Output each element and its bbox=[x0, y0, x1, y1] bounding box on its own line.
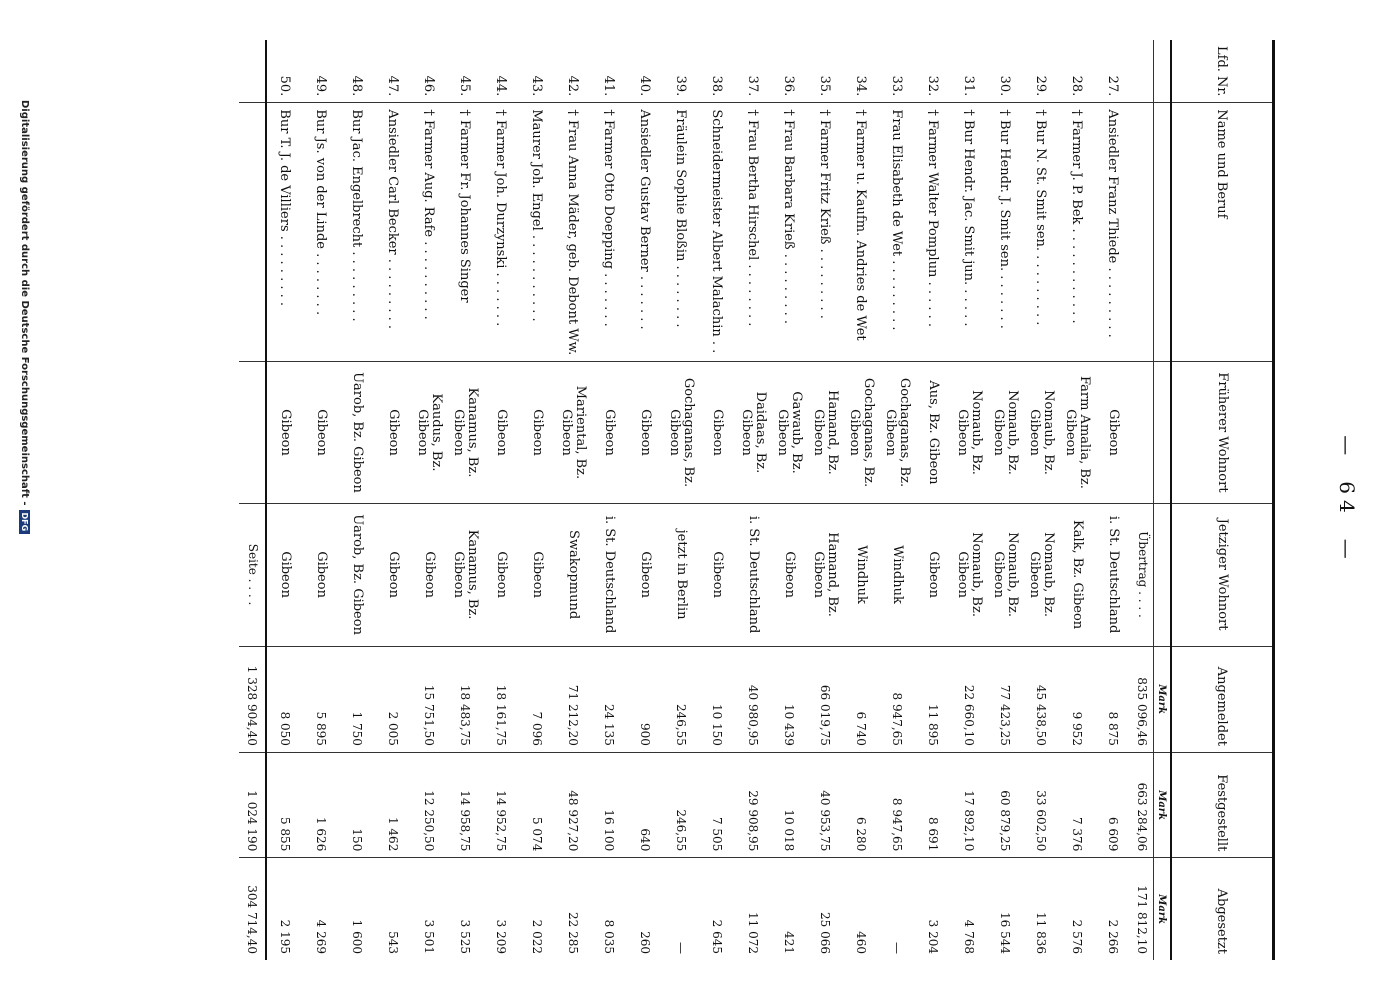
row-curr-residence: Windhuk bbox=[879, 503, 915, 646]
row-name: Ansiedler Franz Thiede . . . . . . . . . bbox=[1095, 103, 1131, 362]
table-row bbox=[375, 40, 411, 960]
header-ceded: Abgesetzt bbox=[1171, 858, 1274, 960]
row-determined: 17 892,10 bbox=[951, 752, 987, 857]
row-prev-residence: Gibeon bbox=[591, 362, 627, 503]
row-determined: 33 602,50 bbox=[1023, 752, 1059, 857]
row-curr-residence: Nomaub, Bz. Gibeon bbox=[1023, 503, 1059, 646]
row-number: 42. bbox=[565, 75, 581, 97]
row-assets: 66 019,75 bbox=[807, 646, 843, 752]
row-curr-residence: Nomaub, Bz. Gibeon bbox=[951, 503, 987, 646]
row-curr-residence: Nomaub, Bz. Gibeon bbox=[987, 503, 1023, 646]
table-row bbox=[447, 40, 483, 960]
row-determined: 1 462 bbox=[375, 752, 411, 857]
table-row bbox=[915, 40, 951, 960]
row-number: 47. bbox=[385, 75, 401, 97]
row-prev-residence: Gibeon bbox=[627, 362, 663, 503]
row-ceded: 4 768 bbox=[951, 858, 987, 960]
row-prev-residence: Gibeon bbox=[375, 362, 411, 503]
row-prev-residence: Daidaas, Bz. Gibeon bbox=[735, 362, 771, 503]
row-prev-residence: Gawaub, Bz. Gibeon bbox=[771, 362, 807, 503]
table-row bbox=[303, 40, 339, 960]
row-number: 49. bbox=[313, 75, 329, 97]
carry-determined: 663 284,06 bbox=[1131, 752, 1154, 857]
row-determined: 150 bbox=[339, 752, 375, 857]
row-number: 48. bbox=[349, 75, 365, 97]
row-assets: 18 161,75 bbox=[483, 646, 519, 752]
row-determined: 14 958,75 bbox=[447, 752, 483, 857]
row-ceded: 2 195 bbox=[266, 858, 303, 960]
row-ceded: 22 285 bbox=[555, 858, 591, 960]
table-row bbox=[591, 40, 627, 960]
row-number: 36. bbox=[781, 75, 797, 97]
row-curr-residence: Uarob, Bz. Gibeon bbox=[339, 503, 375, 646]
header-assets: Angemeldet bbox=[1171, 646, 1274, 752]
row-name: Ansiedler Carl Becker . . . . . . . . . bbox=[375, 103, 411, 362]
row-assets: 15 751,50 bbox=[411, 646, 447, 752]
row-determined: 48 927,20 bbox=[555, 752, 591, 857]
table-row bbox=[519, 40, 555, 960]
dfg-logo: DFG bbox=[19, 510, 30, 535]
table-row bbox=[266, 40, 303, 960]
row-prev-residence: Farm Amalia, Bz. Gibeon bbox=[1059, 362, 1095, 503]
row-ceded: — bbox=[663, 858, 699, 960]
row-curr-residence: Gibeon bbox=[627, 503, 663, 646]
row-determined: 10 018 bbox=[771, 752, 807, 857]
sum-label: Seite . . . . bbox=[239, 503, 266, 646]
row-ceded: 4 269 bbox=[303, 858, 339, 960]
row-determined: 40 953,75 bbox=[807, 752, 843, 857]
table-row bbox=[555, 40, 591, 960]
row-determined: 5 855 bbox=[266, 752, 303, 857]
table-row bbox=[843, 40, 879, 960]
row-prev-residence: Nomaub, Bz. Gibeon bbox=[987, 362, 1023, 503]
page-number-value: 64 bbox=[1335, 481, 1359, 519]
sum-determined: 1 024 190 bbox=[239, 752, 266, 857]
row-assets: 8 875 bbox=[1095, 646, 1131, 752]
row-number: 28. bbox=[1069, 75, 1085, 97]
row-assets: 18 483,75 bbox=[447, 646, 483, 752]
row-name: Bur Js. von der Linde . . . . . . . . bbox=[303, 103, 339, 362]
table-header-row bbox=[1171, 40, 1274, 960]
row-assets: 8 947,65 bbox=[879, 646, 915, 752]
table-row bbox=[627, 40, 663, 960]
row-prev-residence: Gibeon bbox=[483, 362, 519, 503]
table-row bbox=[1095, 40, 1131, 960]
row-curr-residence: Gibeon bbox=[771, 503, 807, 646]
header-determined: Festgestellt bbox=[1171, 752, 1274, 857]
row-assets: 2 005 bbox=[375, 646, 411, 752]
row-curr-residence: Gibeon bbox=[266, 503, 303, 646]
row-name: † Bur Hendr. Jac. Smit jun. . . . . . bbox=[951, 103, 987, 362]
row-number: 41. bbox=[601, 75, 617, 97]
row-assets: 40 980,95 bbox=[735, 646, 771, 752]
row-number: 29. bbox=[1033, 75, 1049, 97]
units-row bbox=[1154, 40, 1172, 960]
row-number: 38. bbox=[709, 75, 725, 97]
row-name: † Farmer J. P. Bek . . . . . . . . . . . . bbox=[1059, 103, 1095, 362]
digitization-credit bbox=[19, 100, 30, 930]
compensation-table bbox=[239, 40, 1275, 960]
row-curr-residence: Windhuk bbox=[843, 503, 879, 646]
row-assets: 10 439 bbox=[771, 646, 807, 752]
row-determined: 14 952,75 bbox=[483, 752, 519, 857]
table-row bbox=[483, 40, 519, 960]
row-curr-residence: Gibeon bbox=[375, 503, 411, 646]
row-determined: 5 074 bbox=[519, 752, 555, 857]
row-number: 40. bbox=[637, 75, 653, 97]
row-prev-residence: Hamand, Bz. Gibeon bbox=[807, 362, 843, 503]
row-name: † Farmer Walter Pomplun . . . . . . bbox=[915, 103, 951, 362]
row-number: 27. bbox=[1105, 75, 1121, 97]
row-name: † Farmer Fr. Johannes Singer bbox=[447, 103, 483, 362]
header-name: Name und Beruf bbox=[1171, 103, 1274, 362]
row-number: 37. bbox=[745, 75, 761, 97]
table-row bbox=[1023, 40, 1059, 960]
row-ceded: 3 501 bbox=[411, 858, 447, 960]
header-prev-residence: Früherer Wohnort bbox=[1171, 362, 1274, 503]
row-ceded: 11 836 bbox=[1023, 858, 1059, 960]
row-name: Bur Jac. Engelbrecht . . . . . . . . . bbox=[339, 103, 375, 362]
table-row bbox=[771, 40, 807, 960]
row-assets: 22 660,10 bbox=[951, 646, 987, 752]
row-name: Fräulein Sophie Bloßin . . . . . . . . bbox=[663, 103, 699, 362]
row-ceded: 3 209 bbox=[483, 858, 519, 960]
row-curr-residence: Kanamus, Bz. Gibeon bbox=[447, 503, 483, 646]
row-number: 31. bbox=[961, 75, 977, 97]
row-prev-residence: Uarob, Bz. Gibeon bbox=[339, 362, 375, 503]
table-row bbox=[339, 40, 375, 960]
row-determined: 29 908,95 bbox=[735, 752, 771, 857]
page-sum-row bbox=[239, 40, 266, 960]
row-number: 33. bbox=[889, 75, 905, 97]
row-curr-residence: Gibeon bbox=[519, 503, 555, 646]
row-curr-residence: Gibeon bbox=[483, 503, 519, 646]
row-name: Ansiedler Gustav Berner . . . . . . . bbox=[627, 103, 663, 362]
row-assets: 6 740 bbox=[843, 646, 879, 752]
row-number: 39. bbox=[673, 75, 689, 97]
row-name: † Frau Barbara Krieß . . . . . . . . . bbox=[771, 103, 807, 362]
row-name: † Frau Anna Mäder, geb. Debont Ww. bbox=[555, 103, 591, 362]
row-determined: 6 280 bbox=[843, 752, 879, 857]
row-ceded: 2 576 bbox=[1059, 858, 1095, 960]
row-assets: 1 750 bbox=[339, 646, 375, 752]
row-name: † Bur Hendr. J. Smit sen. . . . . . . . bbox=[987, 103, 1023, 362]
row-assets: 24 135 bbox=[591, 646, 627, 752]
table-row bbox=[735, 40, 771, 960]
row-determined: 16 100 bbox=[591, 752, 627, 857]
row-curr-residence: Hamand, Bz. Gibeon bbox=[807, 503, 843, 646]
row-curr-residence: Gibeon bbox=[411, 503, 447, 646]
header-number: Lfd. Nr. bbox=[1171, 40, 1274, 103]
row-prev-residence: Gochaganas, Bz. Gibeon bbox=[843, 362, 879, 503]
sum-ceded: 304 714,40 bbox=[239, 858, 266, 960]
row-number: 43. bbox=[529, 75, 545, 97]
row-curr-residence: i. St. Deutschland bbox=[591, 503, 627, 646]
carry-label: Übertrag . . . . bbox=[1131, 503, 1154, 646]
carry-over-row bbox=[1131, 40, 1154, 960]
row-name: Bur T. J. de Villiers . . . . . . . . . bbox=[266, 103, 303, 362]
row-ceded: 2 266 bbox=[1095, 858, 1131, 960]
row-number: 44. bbox=[493, 75, 509, 97]
row-name: † Frau Bertha Hirschel . . . . . . . . bbox=[735, 103, 771, 362]
row-assets: 9 952 bbox=[1059, 646, 1095, 752]
row-prev-residence: Kanamus, Bz. Gibeon bbox=[447, 362, 483, 503]
row-curr-residence: Gibeon bbox=[303, 503, 339, 646]
row-prev-residence: Gibeon bbox=[519, 362, 555, 503]
row-assets: 45 438,50 bbox=[1023, 646, 1059, 752]
row-curr-residence: i. St. Deutschland bbox=[735, 503, 771, 646]
unit-determined: Mark bbox=[1154, 752, 1172, 857]
dash-left: — bbox=[1335, 435, 1359, 462]
row-prev-residence: Mariental, Bz. Gibeon bbox=[555, 362, 591, 503]
row-prev-residence: Kaudus, Bz. Gibeon bbox=[411, 362, 447, 503]
row-ceded: 2 022 bbox=[519, 858, 555, 960]
row-name: † Bur N. St. Smit sen. . . . . . . . . . bbox=[1023, 103, 1059, 362]
row-determined: 1 626 bbox=[303, 752, 339, 857]
row-number: 46. bbox=[421, 75, 437, 97]
row-prev-residence: Gochaganas, Bz. Gibeon bbox=[663, 362, 699, 503]
row-prev-residence: Gibeon bbox=[266, 362, 303, 503]
row-name: † Farmer Otto Doepping . . . . . . . bbox=[591, 103, 627, 362]
row-name: † Farmer Fritz Krieß . . . . . . . . . bbox=[807, 103, 843, 362]
row-name: Schneidermeister Albert Malachin . . bbox=[699, 103, 735, 362]
row-determined: 246,55 bbox=[663, 752, 699, 857]
page-number bbox=[1335, 0, 1383, 1000]
row-ceded: 25 066 bbox=[807, 858, 843, 960]
row-assets: 8 050 bbox=[266, 646, 303, 752]
row-determined: 7 376 bbox=[1059, 752, 1095, 857]
row-determined: 8 691 bbox=[915, 752, 951, 857]
row-curr-residence: Gibeon bbox=[699, 503, 735, 646]
row-curr-residence: jetzt in Berlin bbox=[663, 503, 699, 646]
row-ceded: — bbox=[879, 858, 915, 960]
row-name: † Farmer u. Kaufm. Andries de Wet bbox=[843, 103, 879, 362]
table-row bbox=[1059, 40, 1095, 960]
row-determined: 8 947,65 bbox=[879, 752, 915, 857]
row-curr-residence: Kalk, Bz. Gibeon bbox=[1059, 503, 1095, 646]
row-assets: 7 096 bbox=[519, 646, 555, 752]
row-assets: 10 150 bbox=[699, 646, 735, 752]
row-curr-residence: Swakopmund bbox=[555, 503, 591, 646]
table-row bbox=[987, 40, 1023, 960]
table-row bbox=[699, 40, 735, 960]
row-prev-residence: Gibeon bbox=[1095, 362, 1131, 503]
table-row bbox=[663, 40, 699, 960]
table-row bbox=[411, 40, 447, 960]
row-number: 35. bbox=[817, 75, 833, 97]
row-ceded: 421 bbox=[771, 858, 807, 960]
row-determined: 6 609 bbox=[1095, 752, 1131, 857]
row-prev-residence: Gibeon bbox=[303, 362, 339, 503]
sum-assets: 1 328 904,40 bbox=[239, 646, 266, 752]
row-assets: 5 895 bbox=[303, 646, 339, 752]
row-prev-residence: Gibeon bbox=[699, 362, 735, 503]
row-prev-residence: Gochaganas, Bz. Gibeon bbox=[879, 362, 915, 503]
row-name: † Farmer Joh. Durzynski . . . . . . . bbox=[483, 103, 519, 362]
row-name: Maurer Joh. Engel . . . . . . . . . . . bbox=[519, 103, 555, 362]
credit-text: Digitalisierung gefördert durch die Deutsche Forschungsgemeinschaft - bbox=[19, 100, 30, 506]
row-curr-residence: Gibeon bbox=[915, 503, 951, 646]
row-determined: 640 bbox=[627, 752, 663, 857]
row-name: Frau Elisabeth de Wet . . . . . . . . . bbox=[879, 103, 915, 362]
row-prev-residence: Aus, Bz. Gibeon bbox=[915, 362, 951, 503]
row-prev-residence: Nomaub, Bz. Gibeon bbox=[951, 362, 987, 503]
row-determined: 60 879,25 bbox=[987, 752, 1023, 857]
row-ceded: 460 bbox=[843, 858, 879, 960]
row-assets: 11 895 bbox=[915, 646, 951, 752]
table-row bbox=[807, 40, 843, 960]
table-row bbox=[879, 40, 915, 960]
row-ceded: 3 525 bbox=[447, 858, 483, 960]
row-prev-residence: Nomaub, Bz. Gibeon bbox=[1023, 362, 1059, 503]
carry-ceded: 171 812,10 bbox=[1131, 858, 1154, 960]
row-ceded: 11 072 bbox=[735, 858, 771, 960]
row-name: † Farmer Aug. Rafe . . . . . . . . . . bbox=[411, 103, 447, 362]
row-assets: 77 423,25 bbox=[987, 646, 1023, 752]
header-curr-residence: Jetziger Wohnort bbox=[1171, 503, 1274, 646]
row-ceded: 1 600 bbox=[339, 858, 375, 960]
row-number: 32. bbox=[925, 75, 941, 97]
row-number: 34. bbox=[853, 75, 869, 97]
carry-assets: 835 096,46 bbox=[1131, 646, 1154, 752]
row-determined: 12 250,50 bbox=[411, 752, 447, 857]
row-ceded: 8 035 bbox=[591, 858, 627, 960]
row-number: 30. bbox=[997, 75, 1013, 97]
row-ceded: 2 645 bbox=[699, 858, 735, 960]
row-assets: 246,55 bbox=[663, 646, 699, 752]
unit-assets: Mark bbox=[1154, 646, 1172, 752]
table-row bbox=[951, 40, 987, 960]
row-determined: 7 505 bbox=[699, 752, 735, 857]
row-assets: 71 212,20 bbox=[555, 646, 591, 752]
row-ceded: 3 204 bbox=[915, 858, 951, 960]
row-number: 45. bbox=[457, 75, 473, 97]
dash-right: — bbox=[1335, 538, 1359, 565]
row-number: 50. bbox=[277, 75, 293, 97]
row-curr-residence: i. St. Deutschland bbox=[1095, 503, 1131, 646]
unit-ceded: Mark bbox=[1154, 858, 1172, 960]
row-ceded: 260 bbox=[627, 858, 663, 960]
row-ceded: 543 bbox=[375, 858, 411, 960]
row-assets: 900 bbox=[627, 646, 663, 752]
row-ceded: 16 544 bbox=[987, 858, 1023, 960]
